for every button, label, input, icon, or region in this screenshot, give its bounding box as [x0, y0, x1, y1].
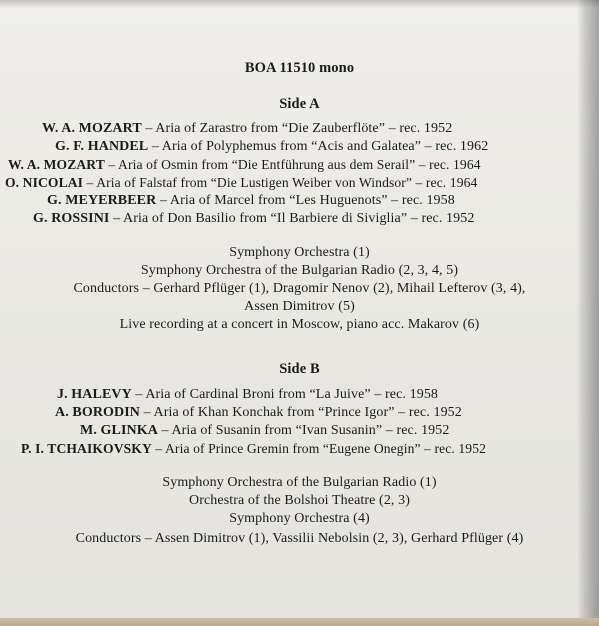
- track-description: – Aria of Zarastro from “Die Zauberflöte” – rec. 1952: [145, 121, 453, 136]
- right-edge-shadow: [577, 0, 599, 626]
- side-a-title: Side A: [279, 96, 320, 112]
- composer-name: A. BORODIN: [55, 405, 141, 420]
- side-b-credit-3: Symphony Orchestra (4): [229, 511, 370, 526]
- track-description: – Aria of Susanin from “Ivan Susanin” – rec. 1952: [161, 423, 450, 438]
- track-description: – Aria of Polyphemus from “Acis and Galatea” – rec. 1962: [151, 139, 489, 154]
- composer-name: O. NICOLAI: [5, 175, 84, 190]
- side-b-credit-4: Conductors – Assen Dimitrov (1), Vassilii Nebolsin (2, 3), Gerhard Pflüger (4): [75, 531, 524, 546]
- composer-name: W. A. MOZART: [42, 121, 142, 136]
- track-description: – Aria of Prince Gremin from “Eugene Onegin” – rec. 1952: [155, 441, 486, 456]
- side-a-track-3: [8, 157, 481, 173]
- track-description: – Aria of Marcel from “Les Huguenots” – rec. 1958: [159, 193, 455, 208]
- side-a-credit-4: Assen Dimitrov (5): [244, 299, 355, 314]
- track-description: – Aria of Cardinal Broni from “La Juive” – rec. 1958: [135, 387, 439, 402]
- composer-name: J. HALEVY: [57, 387, 132, 402]
- side-b-credit-1: Symphony Orchestra of the Bulgarian Radio (1): [162, 475, 437, 490]
- side-b-track-1: [57, 387, 438, 403]
- track-description: – Aria of Falstaf from “Die Lustigen Weiber von Windsor” – rec. 1964: [86, 175, 478, 190]
- side-a-track-4: [5, 175, 477, 191]
- bottom-edge: [0, 618, 599, 626]
- composer-name: G. ROSSINI: [33, 211, 110, 226]
- side-a-track-1: [42, 121, 452, 137]
- track-description: – Aria of Don Basilio from “Il Barbiere di Siviglia” – rec. 1952: [113, 211, 475, 226]
- side-a-track-5: [47, 193, 455, 209]
- side-a-track-6: [33, 211, 474, 227]
- catalog-number: BOA 11510 mono: [244, 60, 355, 76]
- track-description: – Aria of Osmin from “Die Entführung aus dem Serail” – rec. 1964: [108, 157, 481, 172]
- side-b-track-2: [55, 405, 462, 421]
- composer-name: G. MEYERBEER: [47, 193, 157, 208]
- composer-name: G. F. HANDEL: [55, 139, 149, 154]
- side-a-credit-2: Symphony Orchestra of the Bulgarian Radio (2, 3, 4, 5): [140, 263, 459, 278]
- side-a-track-2: [55, 139, 488, 155]
- side-b-title: Side B: [279, 361, 320, 377]
- side-a-credit-3: Conductors – Gerhard Pflüger (1), Dragomir Nenov (2), Mihail Lefterov (3, 4),: [73, 281, 526, 296]
- track-description: – Aria of Khan Konchak from “Prince Igor” – rec. 1952: [143, 405, 462, 420]
- side-b-track-4: [21, 441, 486, 457]
- composer-name: M. GLINKA: [80, 423, 158, 438]
- side-b-track-3: [80, 423, 449, 439]
- composer-name: W. A. MOZART: [8, 157, 105, 172]
- composer-name: P. I. TCHAIKOVSKY: [21, 441, 152, 456]
- side-a-credit-1: Symphony Orchestra (1): [229, 245, 370, 260]
- side-a-credit-5: Live recording at a concert in Moscow, piano acc. Makarov (6): [119, 317, 480, 332]
- top-shadow: [0, 0, 599, 8]
- side-b-credit-2: Orchestra of the Bolshoi Theatre (2, 3): [189, 493, 410, 508]
